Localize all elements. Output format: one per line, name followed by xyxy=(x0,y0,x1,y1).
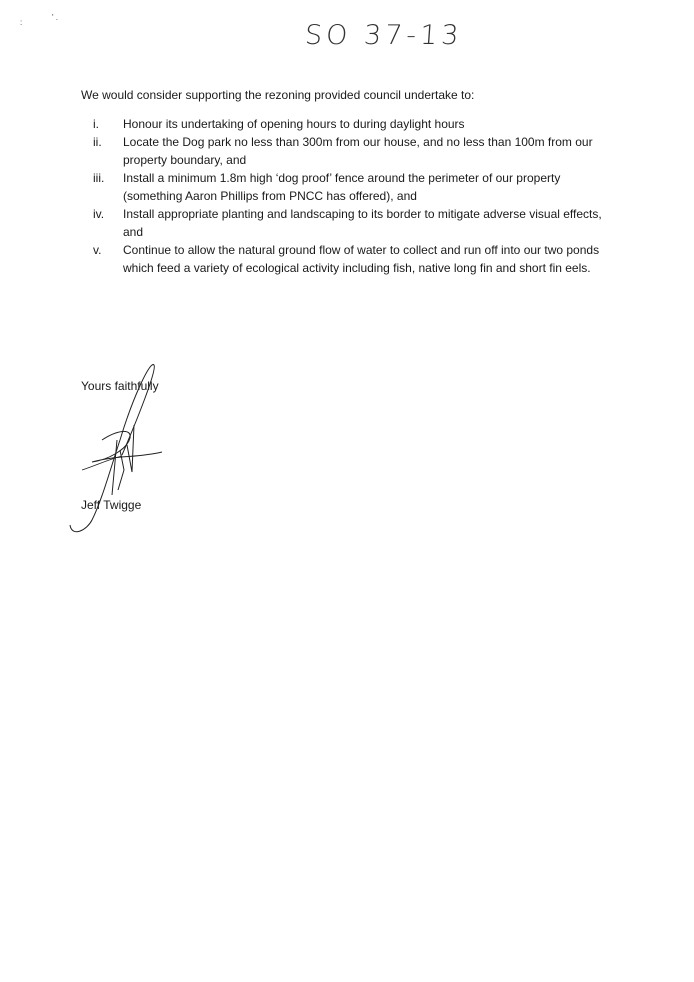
intro-paragraph: We would consider supporting the rezoning provided council undertake to: xyxy=(81,88,475,102)
condition-item xyxy=(81,169,621,205)
condition-item xyxy=(81,115,621,133)
condition-item xyxy=(81,241,621,277)
condition-text: Locate the Dog park no less than 300m from our house, and no less than 100m from our property boundary, and xyxy=(123,135,593,167)
signer-name: Jeff Twigge xyxy=(81,498,142,512)
handwritten-reference-number: SO 37-13 xyxy=(303,20,464,51)
condition-text: Install a minimum 1.8m high ‘dog proof’ fence around the perimeter of our property (something Aaron Phillips from PNCC has offered), and xyxy=(123,171,561,203)
condition-item xyxy=(81,133,621,169)
condition-item xyxy=(81,205,621,241)
stray-mark-left: : xyxy=(20,18,23,27)
condition-text: Install appropriate planting and landscaping to its border to mitigate adverse visual effects, and xyxy=(123,207,602,239)
condition-text: Honour its undertaking of opening hours to during daylight hours xyxy=(123,117,465,131)
condition-numeral: i. xyxy=(93,117,99,131)
stray-mark-top: ' . xyxy=(52,13,58,22)
condition-numeral: iii. xyxy=(93,171,105,185)
conditions-list xyxy=(81,115,621,277)
condition-numeral: ii. xyxy=(93,135,102,149)
condition-text: Continue to allow the natural ground flow of water to collect and run off into our two ponds which feed a variety of ecological activity including fish, native long fin and short fin eels. xyxy=(123,243,600,275)
closing-salutation: Yours faithfully xyxy=(81,379,159,393)
condition-numeral: iv. xyxy=(93,207,105,221)
condition-numeral: v. xyxy=(93,243,102,257)
